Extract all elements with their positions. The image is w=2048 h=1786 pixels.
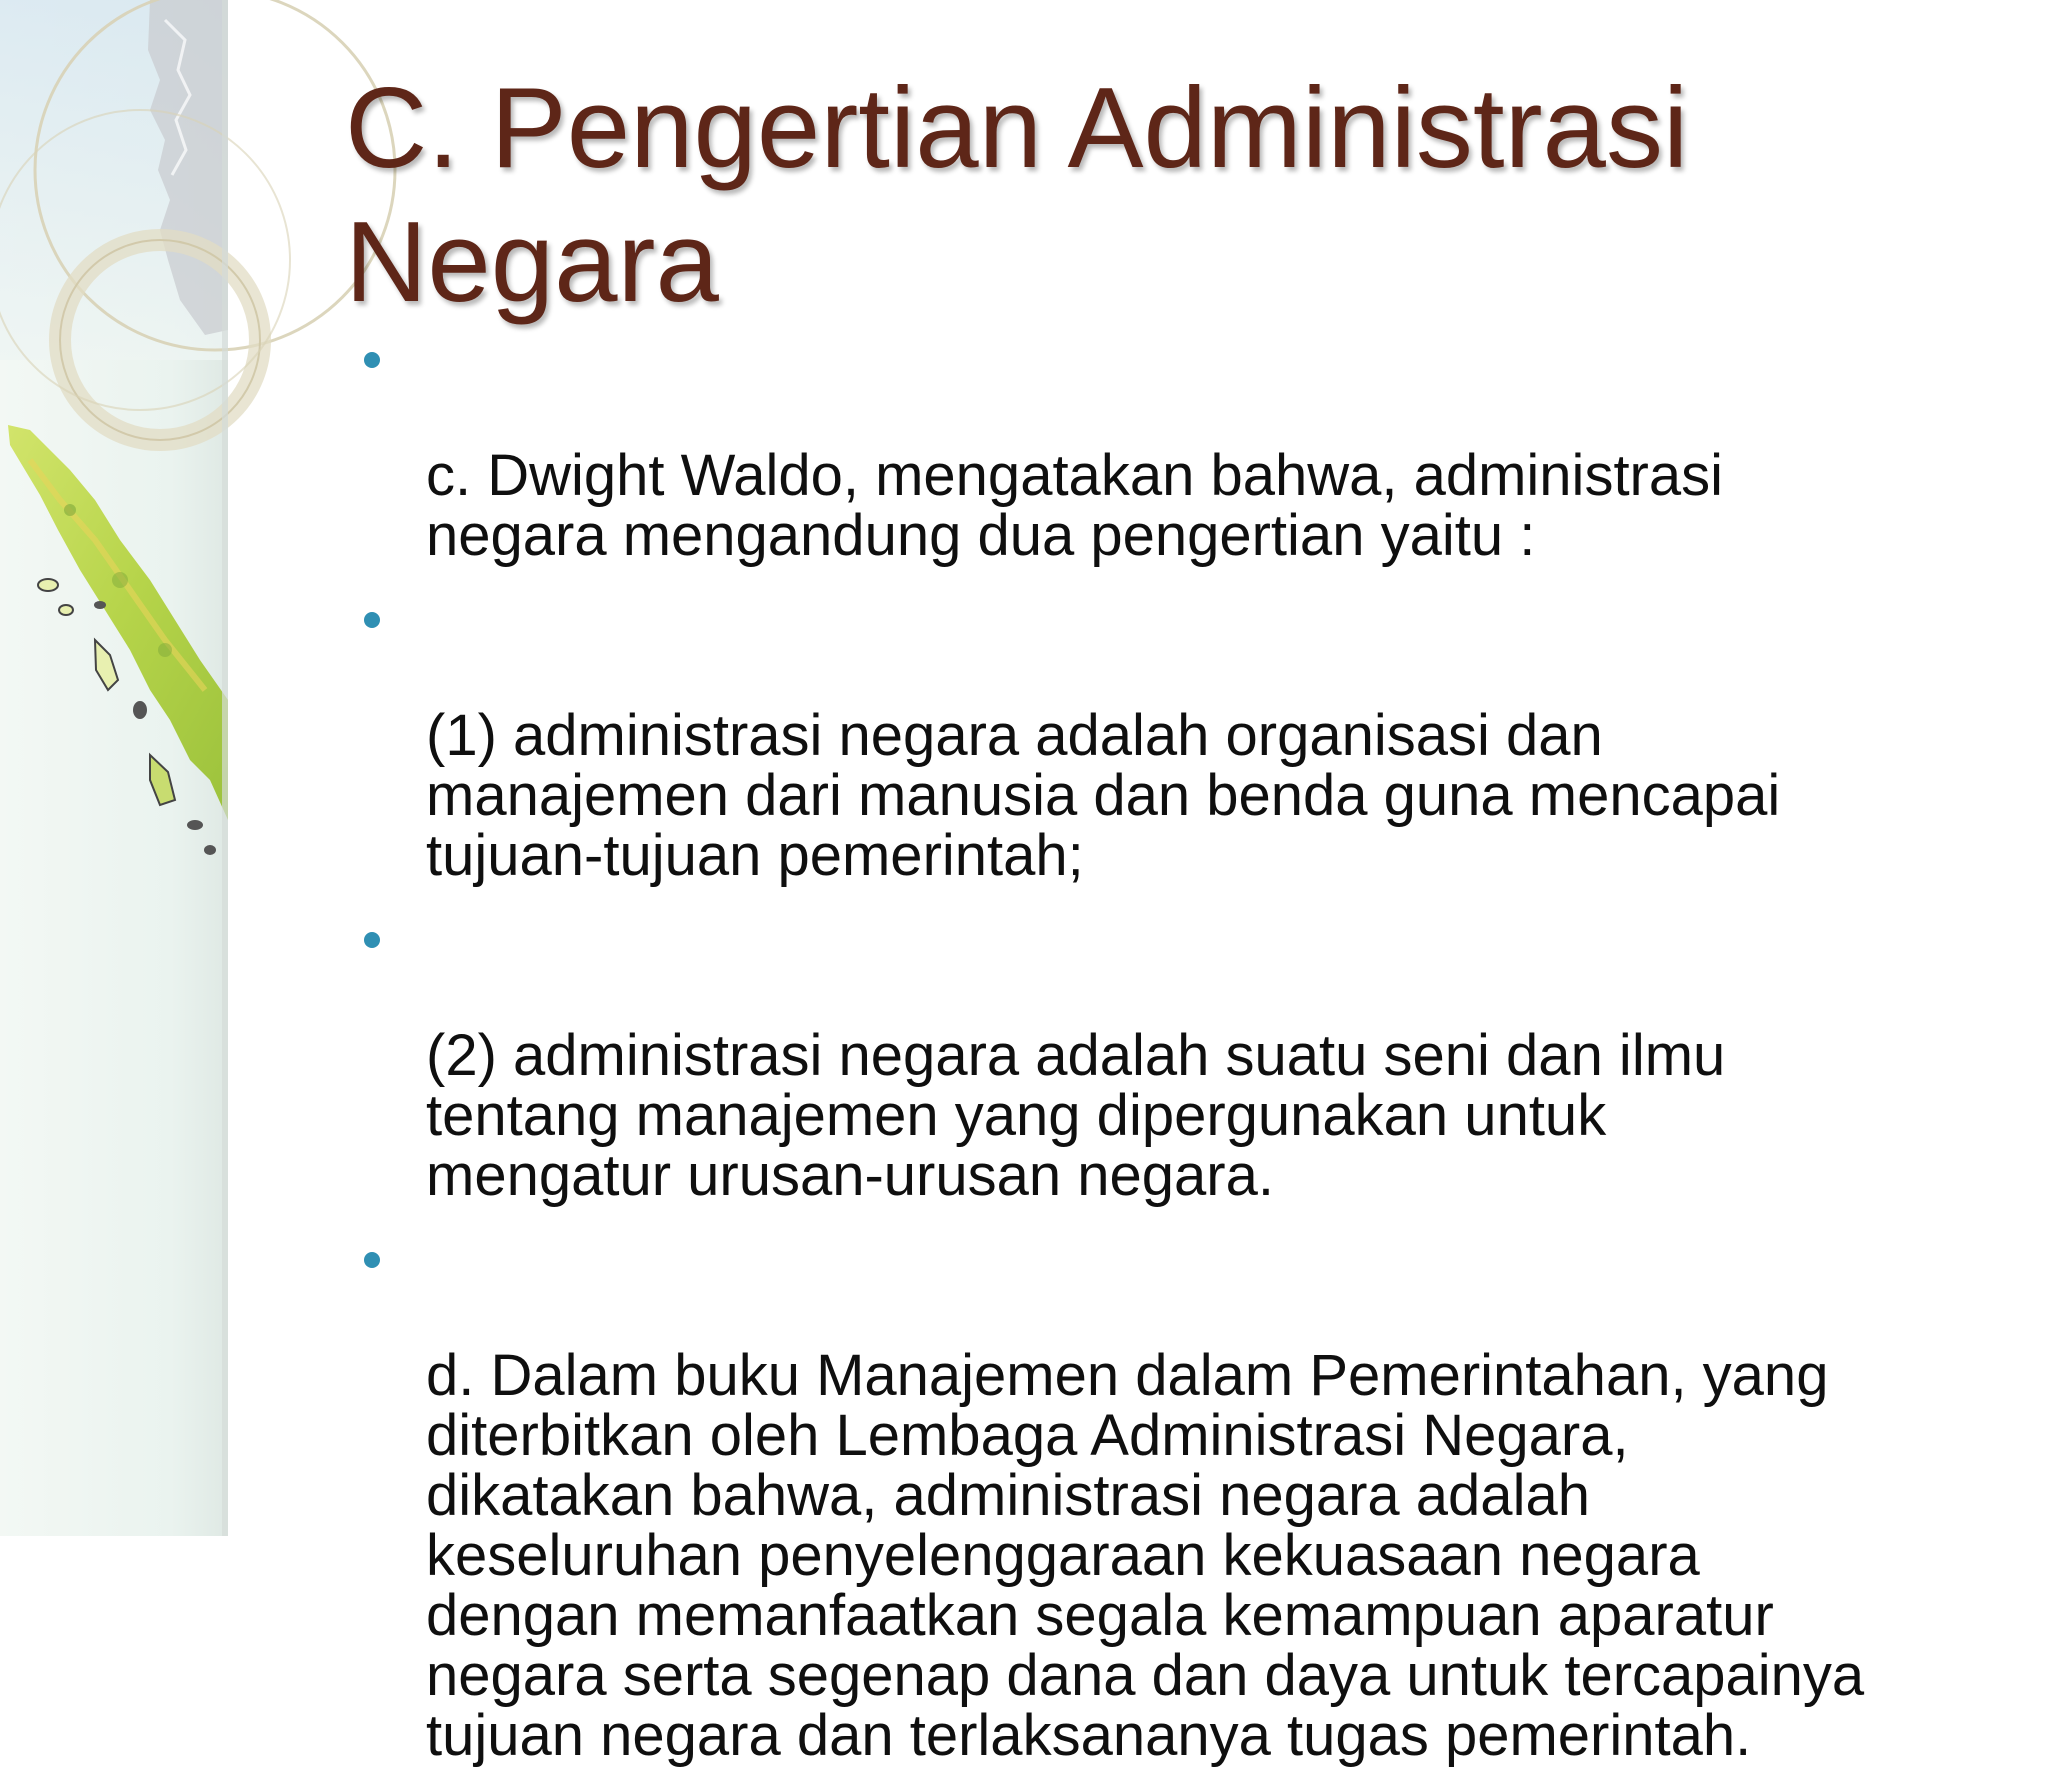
bullet-text: (1) administrasi negara adalah organisasi dan manajemen dari manusia dan benda guna mencapai tujuan-tujuan pemerintah; [426, 703, 1781, 888]
bullet-dot-icon [364, 612, 380, 628]
bullet-text: d. Dalam buku Manajemen dalam Pemerintahan, yang diterbitkan oleh Lembaga Administrasi Negara, dikatakan bahwa, administrasi negara adalah keseluruhan penyelenggaraan kekuasaan negara dengan memanfaatkan segala kemampuan aparatur negara serta segenap dana dan daya untuk tercapainya tujuan negara dan terlaksananya tugas pemerintah. [426, 1343, 1865, 1768]
sumatra-map-icon [0, 0, 228, 1536]
bullet-dot-icon [364, 932, 380, 948]
bullet-item-definition-1 [360, 586, 2000, 886]
bullet-text: c. Dwight Waldo, mengatakan bahwa, administrasi negara mengandung dua pengertian yaitu : [426, 443, 1724, 568]
bullet-dot-icon [364, 352, 380, 368]
bullet-text: (2) administrasi negara adalah suatu seni dan ilmu tentang manajemen yang dipergunakan untuk mengatur urusan-urusan negara. [426, 1023, 1726, 1208]
bullet-item-lan-definition [360, 1226, 2000, 1766]
bullet-item-waldo-definition [360, 326, 2000, 566]
bullet-item-definition-2 [360, 906, 2000, 1206]
bullet-list [360, 326, 2000, 1786]
decorative-map-panel [0, 0, 228, 1536]
bullet-dot-icon [364, 1252, 380, 1268]
slide-title: C. Pengertian Administrasi Negara [345, 65, 1689, 326]
